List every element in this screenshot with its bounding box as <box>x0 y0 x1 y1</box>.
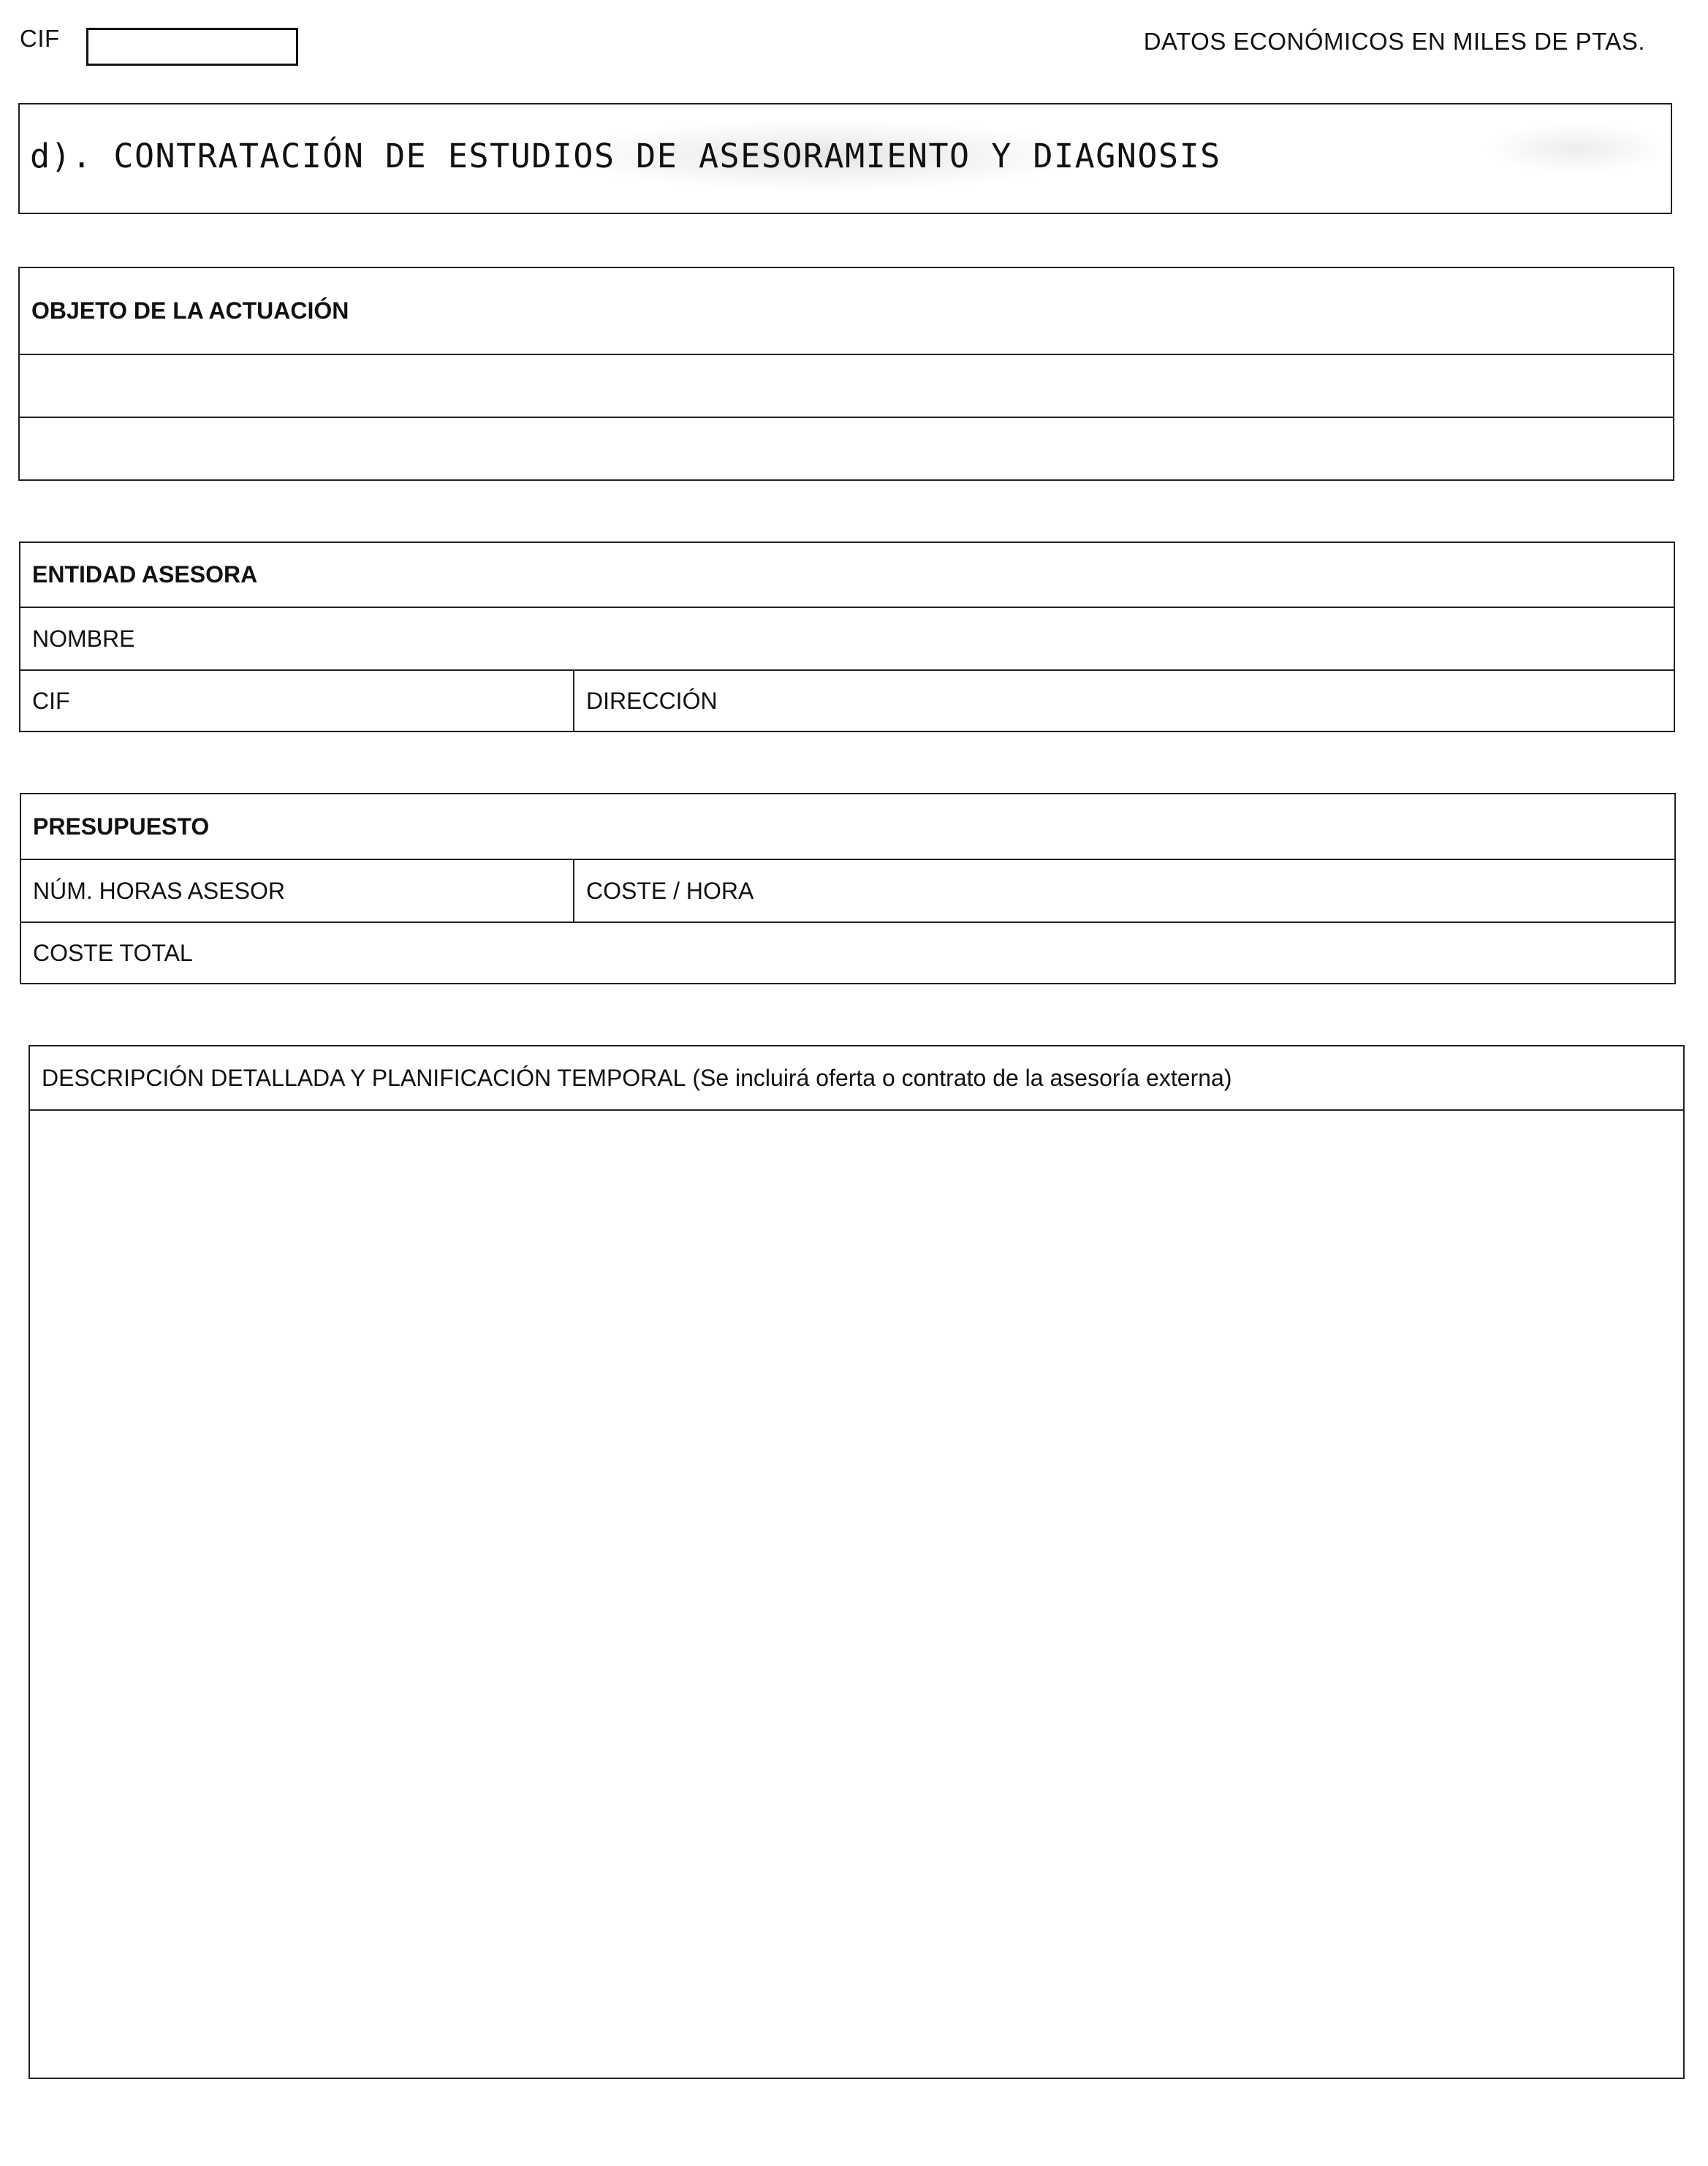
cif-input-box[interactable] <box>86 28 298 66</box>
descripcion-heading-row <box>30 1046 1683 1109</box>
economic-data-note: DATOS ECONÓMICOS EN MILES DE PTAS. <box>1143 28 1645 55</box>
entidad-heading-row <box>20 543 1674 607</box>
descripcion-body-field[interactable] <box>30 1111 1683 2078</box>
section-title: d). CONTRATACIÓN DE ESTUDIOS DE ASESORAMIENTO Y DIAGNOSIS <box>30 137 1221 175</box>
objeto-line-1 <box>20 354 1673 417</box>
objeto-heading-row <box>20 268 1673 354</box>
coste-total-field[interactable]: COSTE TOTAL <box>33 939 193 966</box>
descripcion-heading-note: (Se incluirá oferta o contrato de la asesoría externa) <box>692 1064 1232 1091</box>
presupuesto-table <box>20 793 1676 984</box>
section-title-box <box>18 103 1672 214</box>
entidad-heading: ENTIDAD ASESORA <box>32 561 258 588</box>
presupuesto-total-row <box>21 922 1674 983</box>
descripcion-heading <box>30 1046 1683 1109</box>
descripcion-body-row <box>30 1109 1683 2078</box>
presupuesto-heading-row <box>21 794 1674 859</box>
entidad-direccion-field[interactable]: DIRECCIÓN <box>573 671 1674 731</box>
objeto-field-1[interactable] <box>20 355 1673 417</box>
objeto-heading: OBJETO DE LA ACTUACIÓN <box>31 297 349 324</box>
horas-asesor-field[interactable]: NÚM. HORAS ASESOR <box>33 877 285 904</box>
entidad-nombre-row <box>20 607 1674 669</box>
entidad-cif-row <box>20 669 1674 731</box>
cif-label: CIF <box>20 25 60 52</box>
entidad-table <box>19 542 1675 732</box>
presupuesto-heading: PRESUPUESTO <box>33 813 210 840</box>
descripcion-table <box>29 1045 1685 2079</box>
descripcion-heading-title: DESCRIPCIÓN DETALLADA Y PLANIFICACIÓN TEMPORAL <box>42 1064 686 1091</box>
objeto-field-2[interactable] <box>20 418 1673 479</box>
entidad-cif-field[interactable]: CIF <box>32 687 70 714</box>
presupuesto-horas-row <box>21 859 1674 922</box>
objeto-line-2 <box>20 417 1673 479</box>
coste-hora-field[interactable]: COSTE / HORA <box>573 860 1674 922</box>
objeto-table <box>18 267 1674 481</box>
entidad-nombre-field[interactable]: NOMBRE <box>32 625 135 652</box>
